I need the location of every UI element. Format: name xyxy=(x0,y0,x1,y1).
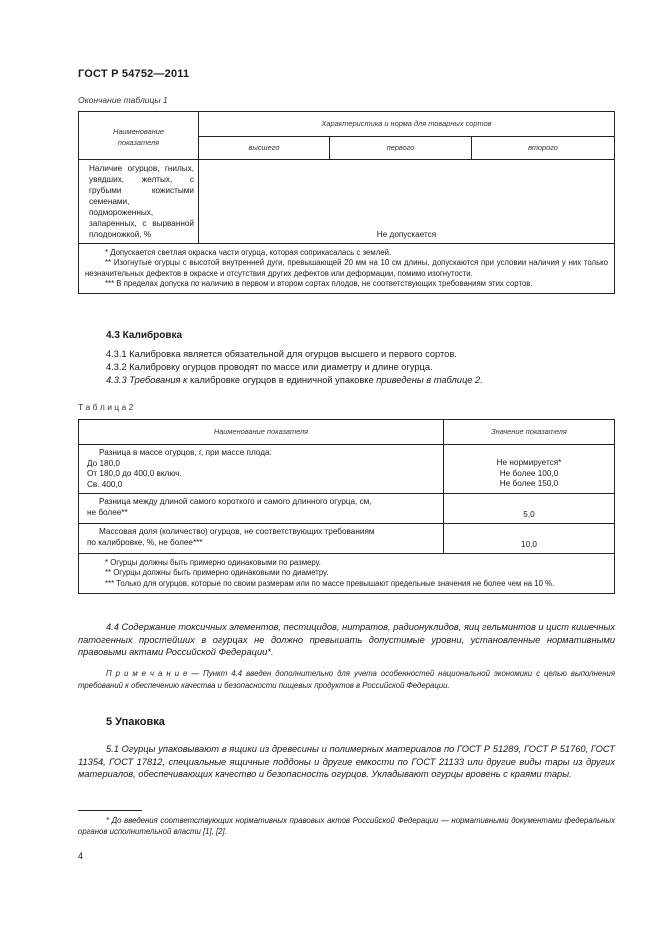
grade-header: второго xyxy=(472,137,615,160)
table1-row-name: Наличие огурцов, гнилых, увядших, желтых, с грубыми кожистыми семенами, подмороженных, запаренных, с вырванной плодоножкой, % xyxy=(79,160,199,244)
para-4-3-1: 4.3.1 Калибровка является обязательной для огурцов высшего и первого сортов. xyxy=(106,349,457,359)
table1-note: *** В пределах допуска по наличию в первом и втором сортах плодов, не соответствующих требованиям этих сортов. xyxy=(105,278,533,288)
table2-note: ** Огурцы должны быть примерно одинаковыми по диаметру. xyxy=(105,568,329,578)
table2-note: *** Только для огурцов, которые по своим размерам или по массе превышают предельные значения не более чем на 10 %. xyxy=(105,578,555,588)
table1-row-value: Не допускается xyxy=(199,160,615,244)
para-4-3-3-part3: приведены в таблице 2. xyxy=(376,375,483,385)
table1-note: * Допускается светлая окраска части огурца, которая соприкасалась с землей. xyxy=(105,248,392,257)
table2-note: * Огурцы должны быть примерно одинаковыми по размеру. xyxy=(105,558,321,567)
table1-name-header: Наименование показателя xyxy=(79,112,199,160)
table1 xyxy=(78,111,615,294)
para-4-3-3 xyxy=(106,374,483,387)
table1-notes xyxy=(79,244,615,294)
section-4-3-title: 4.3 Калибровка xyxy=(106,330,183,341)
table2-row-name: Разница между длиной самого короткого и самого длинного огурца, см, не более** xyxy=(79,494,444,524)
para-4-3-2: 4.3.2 Калибровку огурцов проводят по массе или диаметру и длине огурца. xyxy=(106,362,433,372)
footnote: * До введения соответствующих нормативных правовых актов Российской Федерации — нормативными документами федеральных органов исполнительной власти [1], [2]. xyxy=(78,816,615,837)
table2 xyxy=(78,419,615,594)
table2-name-header: Наименование показателя xyxy=(79,420,444,445)
table2-row-name: Массовая доля (количество) огурцов, не соответствующих требованиям по калибровке, %, не более*** xyxy=(79,524,444,554)
table1-caption: Окончание таблицы 1 xyxy=(78,95,168,105)
table2-row-value: 10,0 xyxy=(444,524,615,554)
note-primechanie: П р и м е ч а н и е — Пункт 4.4 введен дополнительно для учета особенностей национальной экономики с целью выполнения требований к обеспечению качества и безопасности пищевых продуктов в Российской Федерации. xyxy=(78,669,615,690)
para-4-3-3-part1: Требования к xyxy=(129,375,188,385)
page-number: 4 xyxy=(78,851,84,861)
footnote-separator xyxy=(78,810,142,811)
section-5-title: 5 Упаковка xyxy=(106,716,165,728)
para-4-3-3-part2: калибровке огурцов в единичной упаковке xyxy=(190,375,374,385)
table1-note: ** Изогнутые огурцы с высотой внутренней дуги, превышающей 20 мм на 10 см длины, допускаются при условии наличия у них только незначительных дефектов в окраске и отсутствия других дефектов или деформации, помимо изогнутости. xyxy=(85,258,608,278)
para-4-4: 4.4 Содержание токсичных элементов, пестицидов, нитратов, радионуклидов, яиц гельминтов и цист кишечных патогенных простейших в огурцах не должно превышать допустимые уровни, установленные нормативными правовыми актами Российской Федерации*. xyxy=(78,622,615,658)
table2-row-value: Не нормируется* Не более 100,0 Не более 150,0 xyxy=(444,445,615,494)
table2-caption: Т а б л и ц а 2 xyxy=(78,402,134,412)
grade-header: первого xyxy=(330,137,472,160)
para-5-1: 5.1 Огурцы упаковывают в ящики из древесины и полимерных материалов по ГОСТ Р 51289, ГОСТ Р 51760, ГОСТ 11354, ГОСТ 17812, специальные ящичные поддоны и другие емкости по ГОСТ 21133 или другие виды тары из других материалов, обеспечивающих качество и безопасность огурцов. Укладывают огурцы вровень с краями тары. xyxy=(78,744,615,780)
grade-header: высшего xyxy=(199,137,330,160)
table1-char-header: Характеристика и норма для товарных сортов xyxy=(199,112,615,137)
document-code: ГОСТ Р 54752—2011 xyxy=(78,68,190,80)
table2-row-value: 5,0 xyxy=(444,494,615,524)
table2-value-header: Значение показателя xyxy=(444,420,615,445)
table2-notes xyxy=(79,554,615,594)
para-4-3-3-number: 4.3.3 xyxy=(106,375,127,385)
table2-row-name: Разница в массе огурцов, г, при массе плода: До 180,0 От 180,0 до 400,0 включ. Св. 400,0 xyxy=(79,445,444,494)
